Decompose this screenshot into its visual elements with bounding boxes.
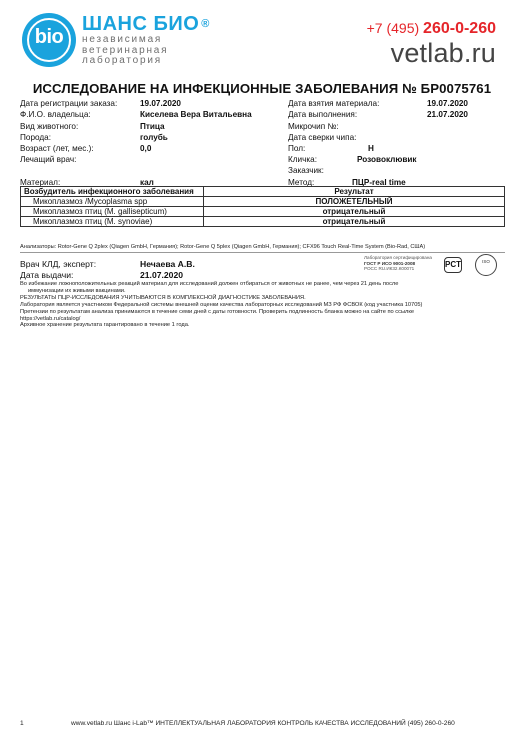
header-pathogen: Возбудитель инфекционного заболевания bbox=[21, 187, 204, 197]
chip-label: Микрочип №: bbox=[288, 122, 339, 131]
method-label: Метод: bbox=[288, 178, 315, 187]
sex-label: Пол: bbox=[288, 144, 306, 153]
results-table bbox=[20, 186, 505, 227]
notes-block bbox=[20, 281, 505, 329]
age-value: 0,0 bbox=[140, 144, 152, 153]
expert-label: Врач КЛД, эксперт: bbox=[20, 259, 97, 269]
pet-name-value: Розовоклювик bbox=[357, 155, 417, 164]
pathogen-cell: Микоплазмоз птиц (M. gallisepticum) bbox=[21, 207, 204, 217]
reg-date-value: 19.07.2020 bbox=[140, 99, 181, 108]
result-cell: отрицательный bbox=[204, 207, 505, 217]
breed-label: Порода: bbox=[20, 133, 51, 142]
logo-text: bio bbox=[34, 26, 64, 48]
note-line: https://vetlab.ru/catalog/ bbox=[20, 315, 81, 322]
result-cell: отрицательный bbox=[204, 217, 505, 227]
document-title: ИССЛЕДОВАНИЕ НА ИНФЕКЦИОННЫЕ ЗАБОЛЕВАНИЯ № БР0075761 bbox=[32, 81, 492, 96]
analyzers-note: Анализаторы: Rotor-Gene Q 2plex (Qiagen GmbH, Германия); Rotor-Gene Q 5plex (Qiagen GmbH, Германия); CFX96 Touch Real-Time System (Bio-Rad, США) bbox=[20, 244, 426, 250]
result-cell: ПОЛОЖЕТЕЛЬНЫЙ bbox=[204, 197, 505, 207]
note-line: Лаборатория является участником Федеральной системы внешней оценки качества лабораторных исследований МЗ РФ ФСВОК (код участника 10705) bbox=[20, 301, 423, 308]
brand-tagline-1: независимая bbox=[82, 34, 163, 45]
owner-value: Киселева Вера Витальевна bbox=[140, 110, 252, 119]
done-date-label: Дата выполнения: bbox=[288, 110, 358, 119]
owner-label: Ф.И.О. владельца: bbox=[20, 110, 91, 119]
take-date-label: Дата взятия материала: bbox=[288, 99, 380, 108]
note-line: Во избежание ложноположительных реакций материал для исследований должен отбираться от животных не ранее, чем через 21 день после bbox=[20, 281, 399, 287]
lab-website: vetlab.ru bbox=[390, 38, 496, 68]
note-line: иммунизации их живыми вакцинами. bbox=[28, 287, 126, 294]
phone-prefix: +7 (495) bbox=[366, 20, 424, 36]
lab-logo bbox=[22, 13, 210, 67]
certification-note bbox=[364, 255, 432, 272]
pct-mark-icon: PCT bbox=[444, 257, 462, 273]
brand-tagline-2: ветеринарная bbox=[82, 44, 169, 56]
table-header-row bbox=[21, 187, 505, 197]
lab-phone bbox=[367, 20, 496, 38]
pet-name-label: Кличка: bbox=[288, 155, 317, 164]
note-line: РЕЗУЛЬТАТЫ ПЦР-ИССЛЕДОВАНИЯ УЧИТЫВАЮТСЯ В КОМПЛЕКСНОЙ ДИАГНОСТИКЕ ЗАБОЛЕВАНИЯ. bbox=[20, 294, 306, 301]
phone-number: 260-0-260 bbox=[423, 20, 496, 37]
pathogen-cell: Микоплазмоз /Mycoplasma spp bbox=[21, 197, 204, 207]
take-date-value: 19.07.2020 bbox=[427, 99, 468, 108]
age-label: Возраст (лет, мес.): bbox=[20, 144, 94, 153]
cert-line: ГОСТ Р ИСО 9001-2008 bbox=[364, 260, 416, 266]
cert-line: РОСС RU.ИК32.К00071 bbox=[364, 266, 415, 271]
header-result: Результат bbox=[204, 187, 505, 197]
bio-logo-icon bbox=[22, 13, 76, 67]
table-row bbox=[21, 197, 505, 207]
sex-value: Н bbox=[368, 144, 374, 153]
table-row bbox=[21, 207, 505, 217]
registered-mark: ® bbox=[201, 18, 210, 30]
method-value: ПЦР-real time bbox=[352, 178, 406, 187]
species-label: Вид животного: bbox=[20, 122, 79, 131]
brand-tagline-3: лаборатория bbox=[82, 55, 162, 66]
note-line: Архивное хранение результата гарантировано в течение 1 года. bbox=[20, 322, 190, 329]
species-value: Птица bbox=[140, 122, 165, 131]
issue-date-label: Дата выдачи: bbox=[20, 270, 74, 280]
done-date-value: 21.07.2020 bbox=[427, 110, 468, 119]
customer-label: Заказчик: bbox=[288, 166, 324, 175]
page-number: 1 bbox=[20, 720, 24, 727]
table-row bbox=[21, 217, 505, 227]
breed-value: голубь bbox=[140, 133, 168, 142]
brand-name: ШАНС БИО bbox=[82, 13, 200, 35]
doctor-label: Лечащий врач: bbox=[20, 155, 77, 164]
footer-text: www.vetlab.ru Шанс i-Lab™ ИНТЕЛЛЕКТУАЛЬНАЯ ЛАБОРАТОРИЯ КОНТРОЛЬ КАЧЕСТВА ИССЛЕДОВАНИЙ (495) 260-0-260 bbox=[71, 720, 455, 727]
note-line: Претензии по результатам анализа принимаются в течение семи дней с даты готовности. Проверить подлинность бланка можно на сайте по ссылке bbox=[20, 308, 415, 315]
issue-date-value: 21.07.2020 bbox=[140, 270, 184, 280]
divider bbox=[20, 252, 505, 253]
expert-value: Нечаева А.В. bbox=[140, 259, 195, 269]
material-value: кал bbox=[140, 178, 154, 187]
iso-seal-icon: ISO bbox=[475, 254, 497, 276]
chip-check-label: Дата сверки чипа: bbox=[288, 133, 357, 142]
material-label: Материал: bbox=[20, 178, 61, 187]
pathogen-cell: Микоплазмоз птиц (M. synoviae) bbox=[21, 217, 204, 227]
reg-date-label: Дата регистрации заказа: bbox=[20, 99, 118, 108]
cert-line: Лаборатория сертифицирована bbox=[364, 255, 432, 260]
brand-block bbox=[82, 13, 210, 67]
